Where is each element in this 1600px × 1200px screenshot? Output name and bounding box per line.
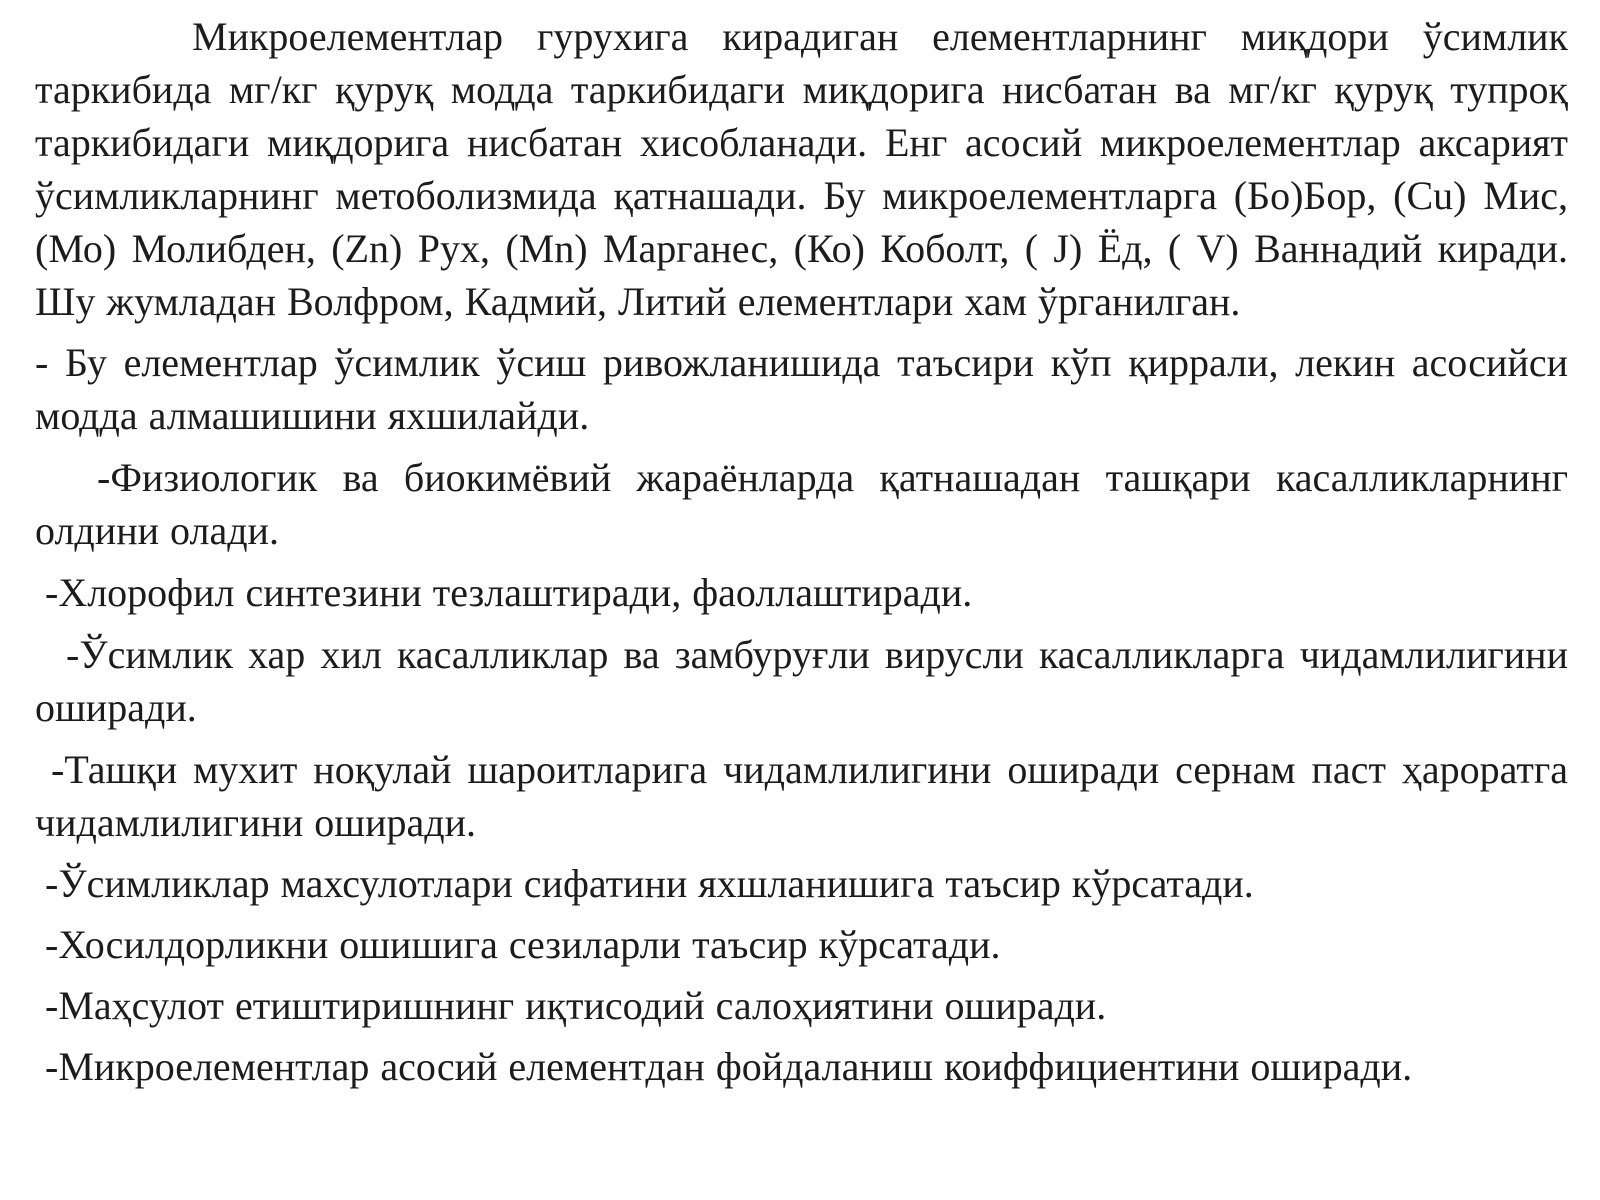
list-item-efficiency: -Микроелементлар асосий елементдан фойдаланиш коиффициентини оширади. bbox=[45, 1044, 1413, 1089]
list-item-economic-potential: -Маҳсулот етиштиришнинг иқтисодий салоҳиятини оширади. bbox=[45, 983, 1107, 1028]
list-item-disease-resistance: -Ўсимлик хар хил касалликлар ва замбуруғли вирусли касалликларга чидамлилигини оширади. bbox=[35, 632, 1568, 730]
list-item-yield: -Хосилдорликни ошишига сезиларли таъсир кўрсатади. bbox=[45, 922, 1001, 967]
list-item-physiology: -Физиологик ва биокимёвий жараёнларда қатнашадан ташқари касалликларнинг олдини олади. bbox=[35, 455, 1568, 553]
list-item-stress-resistance: -Ташқи мухит ноқулай шароитларига чидамлилигини оширади сернам паст ҳароратга чидамлилигини оширади. bbox=[35, 747, 1568, 845]
document-page bbox=[35, 10, 1568, 1093]
list-item-chlorophyll: -Хлорофил синтезини тезлаштиради, фаоллаштиради. bbox=[45, 570, 973, 615]
list-item-product-quality: -Ўсимликлар махсулотлари сифатини яхшланишига таъсир кўрсатади. bbox=[45, 861, 1254, 906]
paragraph-intro: Микроелементлар гурухига кирадиган елементларнинг миқдори ўсимлик таркибида мг/кг қуруқ модда таркибидаги миқдорига нисбатан ва мг/кг қуруқ тупроқ таркибидаги миқдорига нисбатан хисобланади. Енг асосий микроелементлар аксарият ўсимликларнинг метоболизмида қатнашади. Бу микроелементларга (Бо)Бор, (Cu) Мис, (Мо) Молибден, (Zn) Рух, (Mn) Марганес, (Ко) Коболт, ( J) Ёд, ( V) Ваннадий киради. Шу жумладан Волфром, Кадмий, Литий елементлари хам ўрганилган. bbox=[35, 14, 1568, 324]
paragraph-effects: - Бу елементлар ўсимлик ўсиш ривожланишида таъсири кўп қиррали, лекин асосийси модда алмашишини яхшилайди. bbox=[35, 340, 1568, 438]
